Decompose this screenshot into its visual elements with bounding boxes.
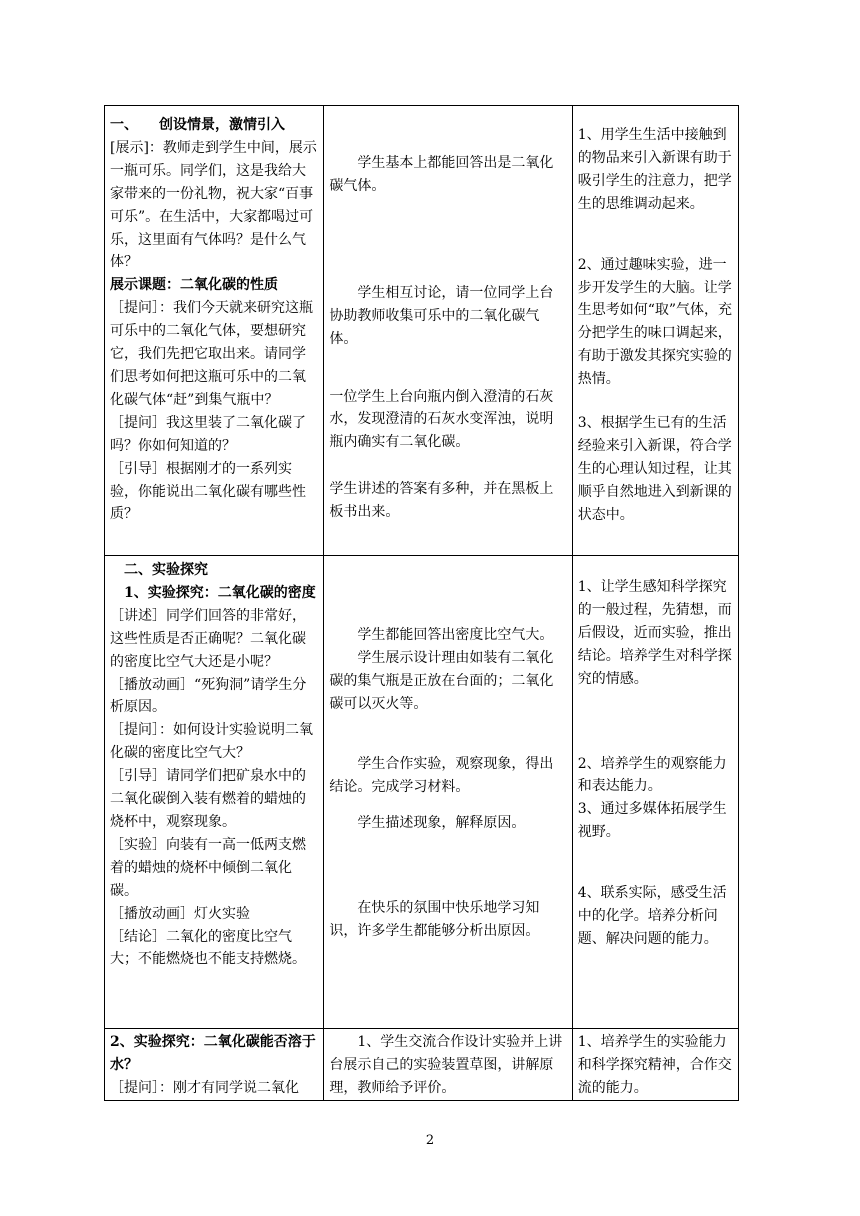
section-heading: 一、 创设情景，激情引入 [110,117,285,133]
paragraph: 学生展示设计理由如装有二氧化碳的集气瓶是正放在台面的；二氧化碳可以灭火等。 [329,649,554,712]
paragraph: ［引导］根据刚才的一系列实验，你能说出二氧化碳有哪些性质？ [110,460,306,523]
student-activity-cell [324,556,572,1029]
section-subheading: 展示课题：二氧化碳的性质 [110,277,278,294]
paragraph: ［引导］请同学们把矿泉水中的二氧化碳倒入装有燃着的蜡烛的烧杯中，观察现象。 [110,768,306,830]
paragraph: 学生相互讨论，请一位同学上台协助教师收集可乐中的二氧化碳气体。 [329,284,554,347]
paragraph: 1、培养学生的实验能力和科学探究精神，合作交流的能力。 [577,1034,732,1096]
paragraph: ［讲述］同学们回答的非常好，这些性质是否正确呢？二氧化碳的密度比空气大还是小呢？ [110,607,306,670]
paragraph: [展示]：教师走到学生中间，展示一瓶可乐。同学们，这是我给大家带来的一份礼物，祝大家“百事可乐”。在生活中，大家都喝过可乐，这里面有气体吗？是什么气体？ [110,139,317,271]
paragraph: 2、培养学生的观察能力和表达能力。 [577,755,727,795]
lesson-plan-table [104,105,739,1101]
paragraph: 学生基本上都能回答出是二氧化碳气体。 [329,155,554,194]
paragraph: ［提问］：我们今天就来研究这瓶可乐中的二氧化气体，要想研究它，我们先把它取出来。请同学们思考如何把这瓶可乐中的二氧化碳气体“赶”到集气瓶中？ [110,300,313,408]
design-intent-cell [572,106,738,556]
student-activity-cell [324,106,572,556]
paragraph: 3、根据学生已有的生活经验来引入新课，符合学生的心理认知过程，让其顺乎自然地进入到新课的状态中。 [577,415,732,523]
section-heading: 二、实验探究 [124,562,208,578]
paragraph: 1、让学生感知科学探究的一般过程，先猜想，而后假设，近而实验，推出结论。培养学生对科学探究的情感。 [577,579,732,687]
paragraph: ［实验］向装有一高一低两支燃着的蜡烛的烧杯中倾倒二氧化碳。 [110,836,306,899]
paragraph: 一位学生上台向瓶内倒入澄清的石灰水，发现澄清的石灰水变浑浊，说明瓶内确实有二氧化碳。 [329,388,554,451]
paragraph: 学生合作实验，观察现象，得出结论。完成学习材料。 [329,755,554,795]
section-subheading: 1、实验探究：二氧化碳的密度 [124,584,316,601]
paragraph: ［播放动画］灯火实验 [110,905,250,922]
paragraph: 3、通过多媒体拓展学生视野。 [577,801,727,841]
paragraph: ［结论］二氧化的密度比空气大；不能燃烧也不能支持燃烧。 [110,928,306,968]
paragraph: 4、联系实际，感受生活中的化学。培养分析问题、解决问题的能力。 [577,885,727,947]
paragraph: 学生描述现象，解释原因。 [357,815,526,832]
student-activity-cell [324,1029,572,1101]
paragraph: 1、用学生生活中接触到的物品来引入新课有助于吸引学生的注意力，把学生的思维调动起来。 [577,127,732,212]
section-heading: 2、实验探究：二氧化碳能否溶于水？ [110,1034,316,1073]
paragraph: 1、学生交流合作设计实验并上讲台展示自己的实验装置草图，讲解原理，教师给予评价。 [329,1034,563,1096]
page-number: 2 [425,1133,435,1148]
paragraph: 在快乐的氛围中快乐地学习知识，许多学生都能够分析出原因。 [329,900,540,940]
design-intent-cell [572,1029,738,1101]
table-row [105,1029,739,1101]
paragraph: ［提问］：刚才有同学说二氧化 [110,1079,299,1096]
teacher-activity-cell [105,556,324,1029]
paragraph: 学生讲述的答案有多种，并在黑板上板书出来。 [329,481,554,521]
paragraph: 2、通过趣味实验，进一步开发学生的大脑。让学生思考如何“取”气体，充分把学生的味口调起来，有助于激发其探究实验的热情。 [577,256,733,388]
teacher-activity-cell [105,106,324,556]
table-row [105,556,739,1029]
design-intent-cell [572,556,738,1029]
table-row [105,106,739,556]
paragraph: ［提问］我这里装了二氧化碳了吗？你如何知道的？ [110,414,306,454]
paragraph: ［播放动画］“死狗洞”请学生分析原因。 [110,676,307,716]
paragraph: ［提问］：如何设计实验说明二氧化碳的密度比空气大？ [110,722,313,762]
paragraph: 学生都能回答出密度比空气大。 [357,627,554,643]
teacher-activity-cell [105,1029,324,1101]
